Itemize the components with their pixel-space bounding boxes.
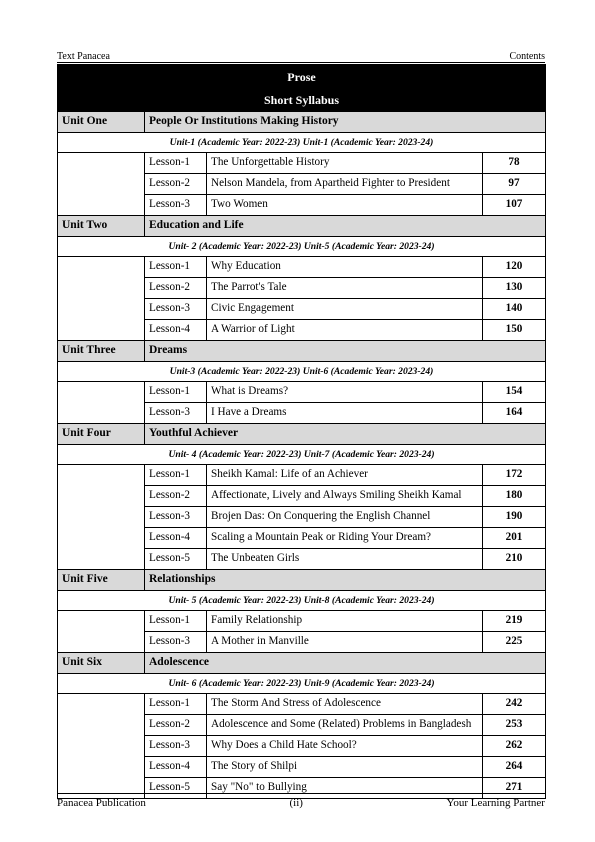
unit-spacer-cell xyxy=(58,257,145,341)
header-right: Contents xyxy=(509,51,545,62)
band-title-row xyxy=(58,65,546,89)
unit-row xyxy=(58,341,546,362)
lesson-title: The Unforgettable History xyxy=(207,153,483,174)
lesson-page-number: 219 xyxy=(483,611,546,632)
lesson-title: Affectionate, Lively and Always Smiling Sheikh Kamal xyxy=(207,486,483,507)
lesson-number: Lesson-1 xyxy=(145,465,207,486)
lesson-number: Lesson-5 xyxy=(145,549,207,570)
lesson-number: Lesson-2 xyxy=(145,174,207,195)
lesson-page-number: 264 xyxy=(483,757,546,778)
lesson-number: Lesson-3 xyxy=(145,195,207,216)
lesson-title: A Warrior of Light xyxy=(207,320,483,341)
unit-row xyxy=(58,570,546,591)
unit-row xyxy=(58,424,546,445)
lesson-page-number: 140 xyxy=(483,299,546,320)
lesson-page-number: 154 xyxy=(483,382,546,403)
lesson-number: Lesson-1 xyxy=(145,257,207,278)
lesson-row xyxy=(58,153,546,174)
lesson-number: Lesson-3 xyxy=(145,507,207,528)
lesson-page-number: 262 xyxy=(483,736,546,757)
lesson-number: Lesson-1 xyxy=(145,611,207,632)
lesson-number: Lesson-3 xyxy=(145,403,207,424)
lesson-title: A Mother in Manville xyxy=(207,632,483,653)
lesson-title: The Storm And Stress of Adolescence xyxy=(207,694,483,715)
unit-row xyxy=(58,653,546,674)
academic-year: Unit-3 (Academic Year: 2022-23) Unit-6 (Academic Year: 2023-24) xyxy=(58,362,546,382)
footer-rule xyxy=(57,793,545,794)
lesson-number: Lesson-4 xyxy=(145,320,207,341)
academic-year-row xyxy=(58,674,546,694)
lesson-page-number: 180 xyxy=(483,486,546,507)
academic-year: Unit- 5 (Academic Year: 2022-23) Unit-8 (Academic Year: 2023-24) xyxy=(58,591,546,611)
academic-year-row xyxy=(58,237,546,257)
unit-label: Unit Four xyxy=(58,424,145,445)
lesson-page-number: 201 xyxy=(483,528,546,549)
academic-year: Unit- 2 (Academic Year: 2022-23) Unit-5 (Academic Year: 2023-24) xyxy=(58,237,546,257)
unit-spacer-cell xyxy=(58,382,145,424)
unit-title: Adolescence xyxy=(145,653,546,674)
lesson-title: The Parrot's Tale xyxy=(207,278,483,299)
academic-year-row xyxy=(58,362,546,382)
lesson-number: Lesson-3 xyxy=(145,299,207,320)
lesson-title: The Unbeaten Girls xyxy=(207,549,483,570)
band-subtitle-row xyxy=(58,89,546,112)
lesson-page-number: 225 xyxy=(483,632,546,653)
lesson-page-number: 97 xyxy=(483,174,546,195)
unit-title: Dreams xyxy=(145,341,546,362)
lesson-number: Lesson-3 xyxy=(145,632,207,653)
unit-row xyxy=(58,112,546,133)
academic-year-row xyxy=(58,591,546,611)
academic-year-row xyxy=(58,445,546,465)
footer-right: Your Learning Partner xyxy=(446,797,545,809)
lesson-number: Lesson-2 xyxy=(145,486,207,507)
lesson-title: Scaling a Mountain Peak or Riding Your Dream? xyxy=(207,528,483,549)
lesson-number: Lesson-4 xyxy=(145,528,207,549)
unit-title: People Or Institutions Making History xyxy=(145,112,546,133)
lesson-title: I Have a Dreams xyxy=(207,403,483,424)
lesson-number: Lesson-1 xyxy=(145,694,207,715)
contents-table xyxy=(57,64,546,799)
unit-title: Youthful Achiever xyxy=(145,424,546,445)
unit-label: Unit Three xyxy=(58,341,145,362)
lesson-row xyxy=(58,465,546,486)
lesson-number: Lesson-2 xyxy=(145,715,207,736)
academic-year: Unit- 6 (Academic Year: 2022-23) Unit-9 (Academic Year: 2023-24) xyxy=(58,674,546,694)
lesson-page-number: 253 xyxy=(483,715,546,736)
lesson-page-number: 271 xyxy=(483,778,546,799)
unit-label: Unit Five xyxy=(58,570,145,591)
lesson-title: Brojen Das: On Conquering the English Channel xyxy=(207,507,483,528)
lesson-page-number: 190 xyxy=(483,507,546,528)
lesson-title: Two Women xyxy=(207,195,483,216)
lesson-title: Adolescence and Some (Related) Problems in Bangladesh xyxy=(207,715,483,736)
footer-left: Panacea Publication xyxy=(57,797,146,809)
unit-spacer-cell xyxy=(58,611,145,653)
unit-spacer-cell xyxy=(58,694,145,799)
unit-title: Education and Life xyxy=(145,216,546,237)
lesson-number: Lesson-1 xyxy=(145,153,207,174)
unit-row xyxy=(58,216,546,237)
lesson-row xyxy=(58,382,546,403)
lesson-page-number: 242 xyxy=(483,694,546,715)
lesson-page-number: 210 xyxy=(483,549,546,570)
header-rule xyxy=(57,62,545,63)
lesson-page-number: 107 xyxy=(483,195,546,216)
unit-label: Unit Two xyxy=(58,216,145,237)
unit-spacer-cell xyxy=(58,465,145,570)
lesson-page-number: 150 xyxy=(483,320,546,341)
lesson-title: Why Does a Child Hate School? xyxy=(207,736,483,757)
unit-label: Unit Six xyxy=(58,653,145,674)
lesson-title: What is Dreams? xyxy=(207,382,483,403)
lesson-title: Nelson Mandela, from Apartheid Fighter to President xyxy=(207,174,483,195)
lesson-title: Why Education xyxy=(207,257,483,278)
lesson-title: The Story of Shilpi xyxy=(207,757,483,778)
lesson-page-number: 78 xyxy=(483,153,546,174)
lesson-number: Lesson-3 xyxy=(145,736,207,757)
unit-label: Unit One xyxy=(58,112,145,133)
lesson-title: Civic Engagement xyxy=(207,299,483,320)
lesson-number: Lesson-5 xyxy=(145,778,207,799)
lesson-page-number: 120 xyxy=(483,257,546,278)
lesson-row xyxy=(58,611,546,632)
page-footer xyxy=(57,797,545,809)
lesson-page-number: 130 xyxy=(483,278,546,299)
lesson-page-number: 164 xyxy=(483,403,546,424)
lesson-number: Lesson-2 xyxy=(145,278,207,299)
lesson-row xyxy=(58,257,546,278)
unit-title: Relationships xyxy=(145,570,546,591)
footer-page-number: (ii) xyxy=(289,797,303,809)
page-header xyxy=(57,51,545,62)
academic-year: Unit-1 (Academic Year: 2022-23) Unit-1 (Academic Year: 2023-24) xyxy=(58,133,546,153)
lesson-page-number: 172 xyxy=(483,465,546,486)
lesson-row xyxy=(58,694,546,715)
academic-year-row xyxy=(58,133,546,153)
lesson-number: Lesson-4 xyxy=(145,757,207,778)
lesson-number: Lesson-1 xyxy=(145,382,207,403)
header-left: Text Panacea xyxy=(57,51,110,62)
unit-spacer-cell xyxy=(58,153,145,216)
academic-year: Unit- 4 (Academic Year: 2022-23) Unit-7 (Academic Year: 2023-24) xyxy=(58,445,546,465)
lesson-title: Sheikh Kamal: Life of an Achiever xyxy=(207,465,483,486)
band-title: Prose xyxy=(58,65,546,89)
band-subtitle: Short Syllabus xyxy=(58,89,546,112)
lesson-title: Say "No" to Bullying xyxy=(207,778,483,799)
lesson-title: Family Relationship xyxy=(207,611,483,632)
